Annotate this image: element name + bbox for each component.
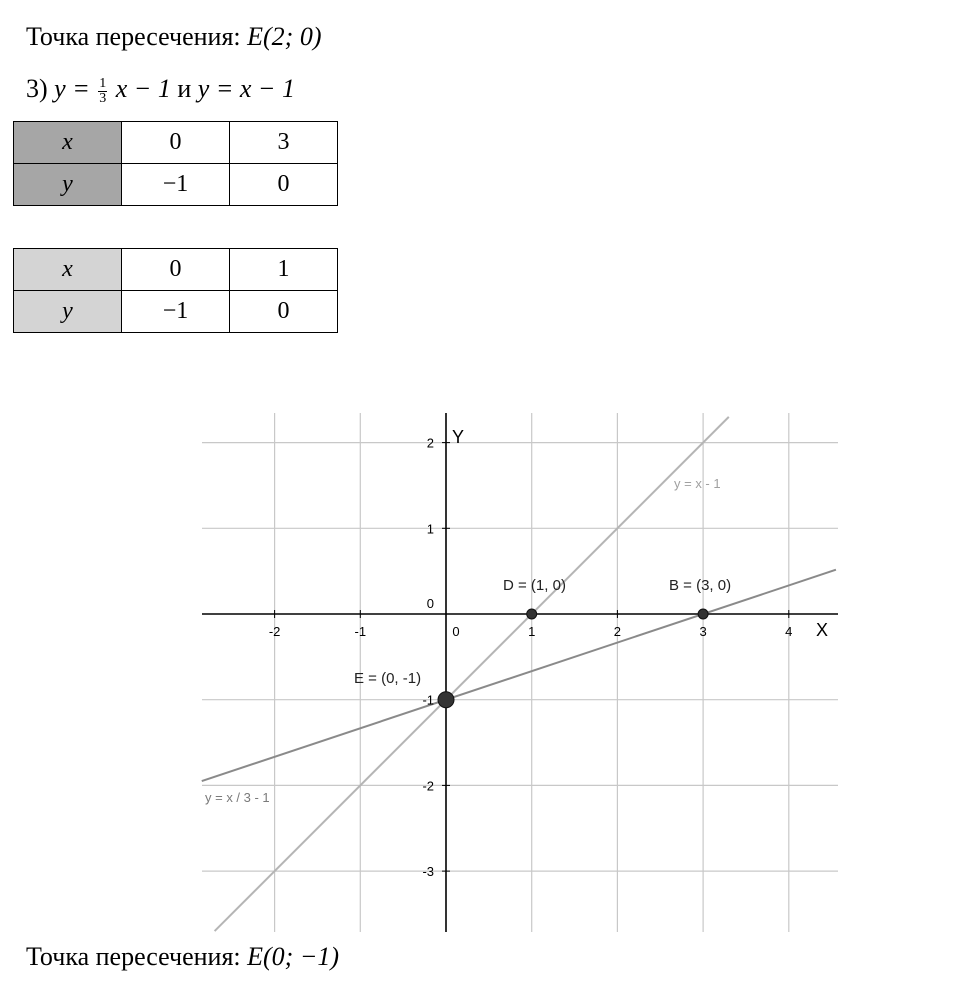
- grid: [202, 413, 838, 932]
- y-axis-name: Y: [452, 427, 465, 447]
- axes: [202, 413, 838, 932]
- point-label-2: B = (3, 0): [669, 577, 732, 594]
- series-line-1: [215, 417, 732, 931]
- x-axis-name: X: [816, 620, 829, 640]
- x-tick-label: 4: [785, 624, 793, 639]
- x-tick-label: -2: [268, 624, 281, 639]
- equation-1-right: x − 1: [115, 74, 171, 103]
- table-cell: 0: [230, 164, 338, 206]
- y-tick-label: -1: [422, 692, 434, 708]
- y-tick-label: 0: [426, 596, 434, 611]
- point-label-1: D = (1, 0): [503, 577, 566, 594]
- point-2: [698, 609, 708, 619]
- table-cell: −1: [122, 164, 230, 206]
- table-cell: 1: [230, 249, 338, 291]
- equation-2: y = x − 1: [197, 74, 295, 103]
- intersection-prefix-top: Точка пересечения:: [26, 22, 241, 51]
- row-label-x: x: [14, 249, 122, 291]
- point-label-3: E = (0, -1): [354, 670, 422, 687]
- y-tick-label: 1: [426, 521, 434, 537]
- point-3: [438, 692, 454, 708]
- row-label-x: x: [14, 122, 122, 164]
- table-cell: 0: [122, 122, 230, 164]
- row-label-y: y: [14, 164, 122, 206]
- x-tick-label: 2: [613, 624, 622, 639]
- intersection-point-bottom: E(0; −1): [247, 942, 340, 971]
- series-line-2: [202, 570, 836, 781]
- intersection-prefix-bottom: Точка пересечения:: [26, 942, 241, 971]
- table-cell: 0: [122, 249, 230, 291]
- equation-1-left: y =: [54, 74, 90, 103]
- series-label-2: y = x / 3 - 1: [205, 790, 270, 805]
- graph-lines: [202, 417, 836, 931]
- row-label-y: y: [14, 291, 122, 333]
- table-cell: 3: [230, 122, 338, 164]
- x-tick-label: 3: [699, 624, 707, 639]
- fraction-numerator: 1: [99, 75, 107, 91]
- y-tick-label: -2: [422, 778, 434, 794]
- x-tick-label: 0: [452, 624, 460, 639]
- fraction-denominator: 3: [99, 90, 107, 106]
- graph-labels: [205, 427, 828, 879]
- task-number: 3): [26, 74, 48, 103]
- point-1: [527, 609, 537, 619]
- table-cell: −1: [122, 291, 230, 333]
- conjunction-and: и: [177, 74, 192, 103]
- x-tick-label: 1: [528, 624, 536, 639]
- y-tick-label: 2: [426, 435, 434, 451]
- table-cell: 0: [230, 291, 338, 333]
- intersection-point-top: E(2; 0): [247, 22, 322, 51]
- y-tick-label: -3: [422, 864, 434, 880]
- x-tick-label: -1: [354, 624, 367, 639]
- intersection-line-bottom: [26, 942, 339, 972]
- series-label-1: y = x - 1: [674, 476, 721, 491]
